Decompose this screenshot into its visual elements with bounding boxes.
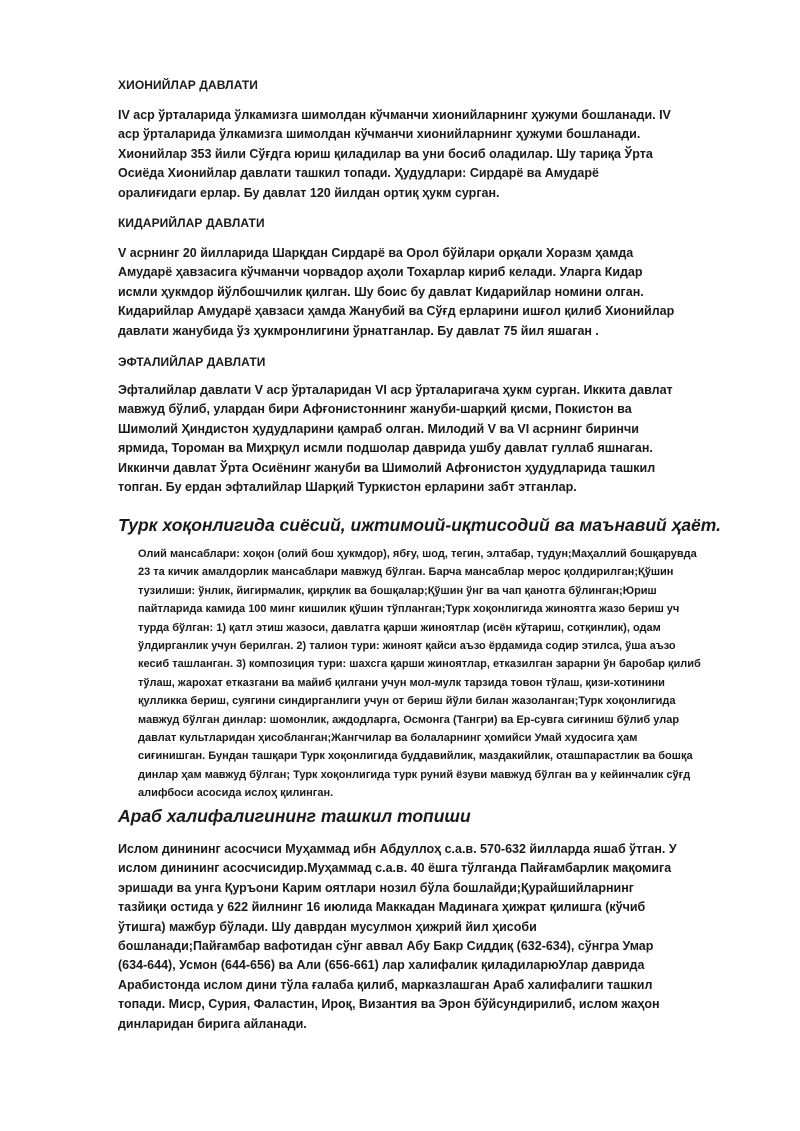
section-title-turkic-khaganate: Турк хоқонлигида сиёсий, ижтимоий-иқтисодий ва маънавий ҳаёт.	[118, 515, 721, 535]
section-text-kidarites: V асрнинг 20 йилларида Шарқдан Сирдарё ва Орол бўйлари орқали Хоразм ҳамда Амударё ҳавзасига кўчманчи чорвадор аҳоли Тохарлар кириб келади. Уларга Кидар исмли ҳукмдор йўлбошчилик қилган. Шу боис бу давлат Кидарийлар номини олган. Кидарийлар Амударё ҳавзаси ҳамда Жанубий ва Сўғд ерларини ишғол қилиб Хионийлар давлати жанубида ўз ҳукмронлигини ўрнатганлар. Бу давлат 75 йил яшаган .	[118, 246, 675, 338]
section-title-kidarites: КИДАРИЙЛАР ДАВЛАТИ	[118, 216, 265, 230]
section-text-hionites: IV аср ўрталарида ўлкамизга шимолдан кўчманчи хионийларнинг ҳужуми бошланади. IV аср ўрталарида ўлкамизга шимолдан кўчманчи хионийларнинг ҳужуми бошланади. Хионийлар 353 йили Сўғдга юриш қиладилар ва уни босиб оладилар. Шу тариқа Ўрта Осиёда Хионийлар давлати ташкил топади. Ҳудудлари: Сирдарё ва Амударё оралиғидаги ерлар. Бу давлат 120 йилдан ортиқ ҳукм сурган.	[118, 108, 671, 200]
section-text-hephthalites: Эфталийлар давлати V аср ўрталаридан VI аср ўрталаригача ҳукм сурган. Иккита давлат мавжуд бўлиб, улардан бири Афғонистоннинг жануби-шарқий қисми, Покистон ва Шимолий Ҳиндистон ҳудудларини қамраб олган. Милодий V ва VI асрнинг биринчи ярмида, Тороман ва Миҳрқул исмли подшолар даврида ушбу давлат гуллаб яшнаган. Иккинчи давлат Ўрта Осиёнинг жануби ва Шимолий Афғонистон ҳудудларида ташкил топган. Бу ердан эфталийлар Шарқий Туркистон ерларини забт этганлар.	[118, 383, 673, 495]
section-text-arab-caliphate: Ислом динининг асосчиси Муҳаммад ибн Абдуллоҳ с.а.в. 570-632 йилларда яшаб ўтган. У ислом динининг асосчисидир.Муҳаммад с.а.в. 40 ёшга тўлганда Пайғамбарлик мақомига эришади ва унга Қуръони Карим оятлари нозил бўла бошлайди;Қурайшийларнинг тазйиқи остида у 622 йилнинг 16 июлида Маккадан Мадинага ҳижрат қилишга (кўчиб ўтишга) мажбур бўлади. Шу даврдан мусулмон ҳижрий йил ҳисоби бошланади;Пайғамбар вафотидан сўнг аввал Абу Бакр Сиддиқ (632-634), сўнгра Умар (634-644), Усмон (644-656) ва Али (656-661) лар халифалик қиладиларюУлар даврида Арабистонда ислом дини тўла ғалаба қилиб, марказлашган Араб халифалиги ташкил топади. Миср, Сурия, Фаластин, Ироқ, Византия ва Эрон бўйсундирилиб, ислом жаҳон динларидан бирига айланади.	[118, 842, 677, 1031]
section-text-turkic-khaganate: Олий мансаблари: хоқон (олий бош ҳукмдор), ябғу, шод, тегин, элтабар, тудун;Маҳаллий бошқарувда 23 та кичик амалдорлик мансаблари мавжуд бўлган. Барча мансаблар мерос қолдирилган;Қўшин тузилиши: ўнлик, йигирмалик, қирқлик ва бошқалар;Қўшин ўнг ва чап қанотга бўлинган;Юриш пайтларида камида 100 минг кишилик қўшин тўпланган;Турк хоқонлигида жиноятга жазо бериш уч турда бўлган: 1) қатл этиш жазоси, давлатга қарши жиноятлар (исён кўтариш, сотқинлик), одам ўлдирганлик учун берилган. 2) талион тури: жиноят қайси аъзо ёрдамида содир этилса, ўша аъзо кесиб ташланган. 3) композиция тури: шахсга қарши жиноятлар, етказилган зарарни ўн баробар қилиб тўлаш, жарохат етказгани ва майиб қилгани учун мол-мулк тарзида товон тўлаш, қизи-хотинини қулликка бериш, суягини синдирганлиги учун от бериш йўли билан жазоланган;Турк хоқонлигида мавжуд бўлган динлар: шомонлик, аждодларга, Осмонга (Тангри) ва Ер-сувга сиғиниш бўлиб улар давлат культларидан ҳисобланган;Жангчилар ва болаларнинг ҳомийси Умай худосига ҳам сиғинишган. Бундан ташқари Турк хоқонлигида буддавийлик, маздакийлик, оташпарастлик ва бошқа динлар ҳам мавжуд бўлган; Турк хоқонлигида турк руний ёзуви мавжуд бўлган ва у кейинчалик сўғд алифбоси асосида ислоҳ қилинган.	[138, 548, 701, 800]
section-title-arab-caliphate: Араб халифалигининг ташкил топиши	[118, 806, 471, 826]
section-title-hephthalites: ЭФТАЛИЙЛАР ДАВЛАТИ	[118, 355, 266, 369]
section-title-hionites: ХИОНИЙЛАР ДАВЛАТИ	[118, 78, 259, 92]
